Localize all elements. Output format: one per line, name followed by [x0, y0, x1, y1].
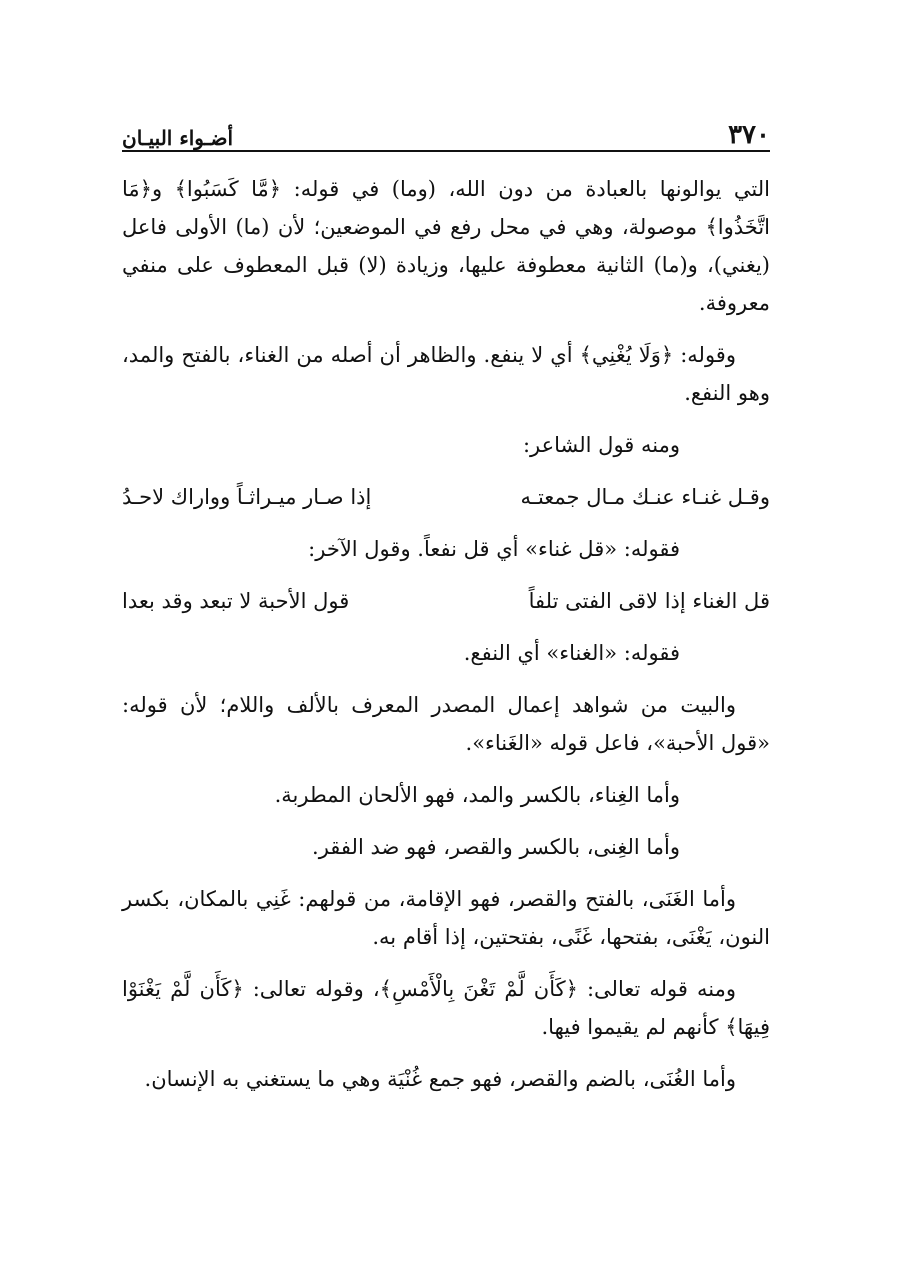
- paragraph-5: وأما الغِناء، بالكسر والمد، فهو الألحان المطربة.: [274, 783, 680, 807]
- paragraph-2: وقوله: ﴿وَلَا يُغْنِي﴾ أي لا ينفع. والظاهر أن أصله من الغناء، بالفتح والمد، وهو النفع.: [122, 343, 770, 405]
- book-page: [122, 100, 770, 1112]
- paragraph-3: ومنه قول الشاعر:: [522, 433, 680, 457]
- page-header: [122, 100, 770, 152]
- verse-1-second-hemistich: إذا صـار ميـراثـاً وواراك لاحـدُ: [122, 485, 372, 509]
- verse-1-first-hemistich: وقـل غنـاء عنـك مـال جمعتـه: [520, 485, 770, 509]
- running-title: أضـواء البيـان: [122, 126, 234, 150]
- paragraph-after-verse-2: فقوله: «الغناء» أي النفع.: [463, 641, 680, 665]
- paragraph-6: وأما الغِنى، بالكسر والقصر، فهو ضد الفقر.: [312, 835, 680, 859]
- poetry-verse-2: [122, 582, 770, 620]
- paragraph-4: والبيت من شواهد إعمال المصدر المعرف بالألف واللام؛ لأن قوله: «قول الأحبة»، فاعل قوله «الغَناء».: [122, 693, 770, 755]
- paragraph-1: التي يوالونها بالعبادة من دون الله، (وما) في قوله: ﴿مَّا كَسَبُوا﴾ و﴿مَا اتَّخَذُوا﴾ موصولة، وهي في محل رفع في الموضعين؛ لأن (ما) الأولى فاعل (يغني)، و(ما) الثانية معطوفة عليها، وزيادة (لا) قبل المعطوف على منفي معروفة.: [122, 177, 770, 315]
- paragraph-8: ومنه قوله تعالى: ﴿كَأَن لَّمْ تَغْنَ بِالْأَمْسِ﴾، وقوله تعالى: ﴿كَأَن لَّمْ يَغْنَوْا فِيهَا﴾ كأنهم لم يقيموا فيها.: [122, 977, 770, 1039]
- paragraph-after-verse-1: فقوله: «قل غناء» أي قل نفعاً. وقول الآخر:: [308, 537, 680, 561]
- paragraph-7: وأما الغَنَى، بالفتح والقصر، فهو الإقامة، من قولهم: غَنِي بالمكان، بكسر النون، يَغْنَى، بفتحها، غَنًى، بفتحتين، إذا أقام به.: [122, 887, 770, 949]
- poetry-verse-1: [122, 478, 770, 516]
- verse-2-first-hemistich: قل الغناء إذا لاقى الفتى تلفاً: [528, 589, 770, 613]
- verse-2-second-hemistich: قول الأحبة لا تبعد وقد بعدا: [122, 589, 350, 613]
- paragraph-9: وأما الغُنَى، بالضم والقصر، فهو جمع غُنْيَة وهي ما يستغني به الإنسان.: [144, 1067, 736, 1091]
- page-number: ٣٧٠: [728, 120, 770, 150]
